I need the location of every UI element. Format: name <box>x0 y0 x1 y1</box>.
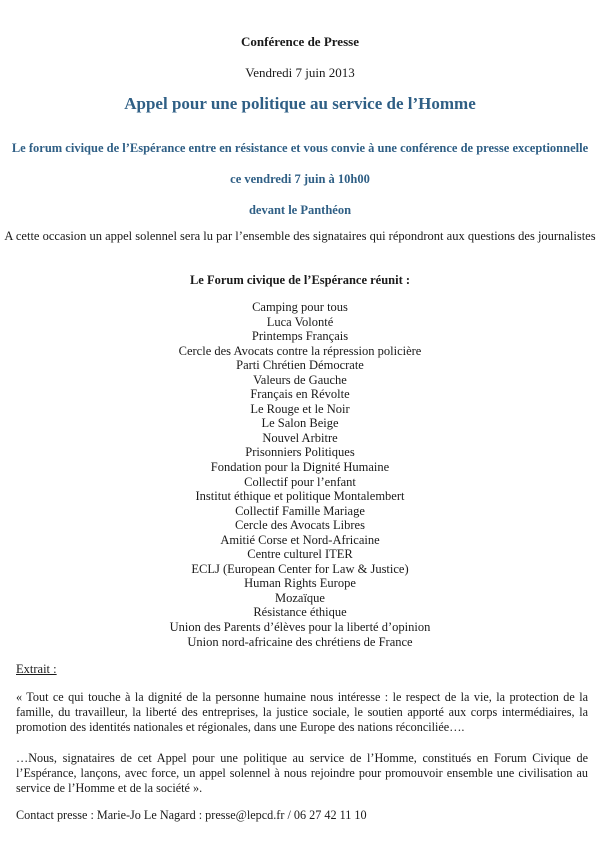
member-item: Le Rouge et le Noir <box>250 401 350 416</box>
extract-label: Extrait : <box>16 662 57 676</box>
invitation-line: Le forum civique de l’Espérance entre en résistance et vous convie à une conférence de presse exceptionnelle <box>11 141 589 155</box>
member-item: Human Rights Europe <box>244 576 356 591</box>
member-item: Le Salon Beige <box>261 416 339 431</box>
member-item: Français en Révolte <box>250 387 350 402</box>
header-label: Conférence de Presse <box>241 34 359 49</box>
member-item: Centre culturel ITER <box>247 547 353 562</box>
member-item: Valeurs de Gauche <box>253 372 347 387</box>
intro-sentence: A cette occasion un appel solennel sera lu par l’ensemble des signataires qui répondront aux questions des journalistes <box>4 229 596 243</box>
member-item: Printemps Français <box>251 329 349 344</box>
member-item: Résistance éthique <box>253 605 347 620</box>
members-heading: Le Forum civique de l’Espérance réunit : <box>189 273 411 287</box>
member-item: Union nord-africaine des chrétiens de France <box>187 634 413 649</box>
member-item: Prisonniers Politiques <box>245 445 355 460</box>
event-location: devant le Panthéon <box>248 203 352 217</box>
header-date: Vendredi 7 juin 2013 <box>245 65 355 80</box>
member-item: Parti Chrétien Démocrate <box>236 358 364 373</box>
member-item: Institut éthique et politique Montalembert <box>195 489 405 504</box>
member-item: Collectif Famille Mariage <box>235 503 365 518</box>
member-item: Amitié Corse et Nord-Africaine <box>220 532 380 547</box>
member-item: ECLJ (European Center for Law & Justice) <box>191 561 409 576</box>
members-list <box>0 300 600 649</box>
member-item: Union des Parents d’élèves pour la liberté d’opinion <box>169 620 431 635</box>
extract-paragraph-1: « Tout ce qui touche à la dignité de la personne humaine nous intéresse : le respect de la vie, la protection de la famille, du travailleur, la liberté des entreprises, la justice sociale, le soutien apporté aux corps intermédiaires, la promotion des identités nationales et régionales, dans une Europe des nations réconciliée…. <box>16 690 588 734</box>
page-title: Appel pour une politique au service de l’Homme <box>124 94 476 113</box>
member-item: Camping pour tous <box>252 300 348 314</box>
member-item: Collectif pour l’enfant <box>244 474 356 489</box>
event-time: ce vendredi 7 juin à 10h00 <box>230 172 370 186</box>
contact-line: Contact presse : Marie-Jo Le Nagard : presse@lepcd.fr / 06 27 42 11 10 <box>16 808 367 822</box>
member-item: Nouvel Arbitre <box>262 430 338 445</box>
member-item: Fondation pour la Dignité Humaine <box>210 460 390 475</box>
member-item: Mozaïque <box>275 590 325 605</box>
member-item: Cercle des Avocats contre la répression policière <box>178 343 422 358</box>
extract-paragraph-2: …Nous, signataires de cet Appel pour une politique au service de l’Homme, constitués en Forum Civique de l’Espérance, lançons, avec force, un appel solennel à nous rejoindre pour promouvoir ensemble une civilisation au service de l’Homme et de la société ». <box>16 751 588 795</box>
member-item: Cercle des Avocats Libres <box>235 518 365 533</box>
member-item: Luca Volonté <box>266 314 334 329</box>
